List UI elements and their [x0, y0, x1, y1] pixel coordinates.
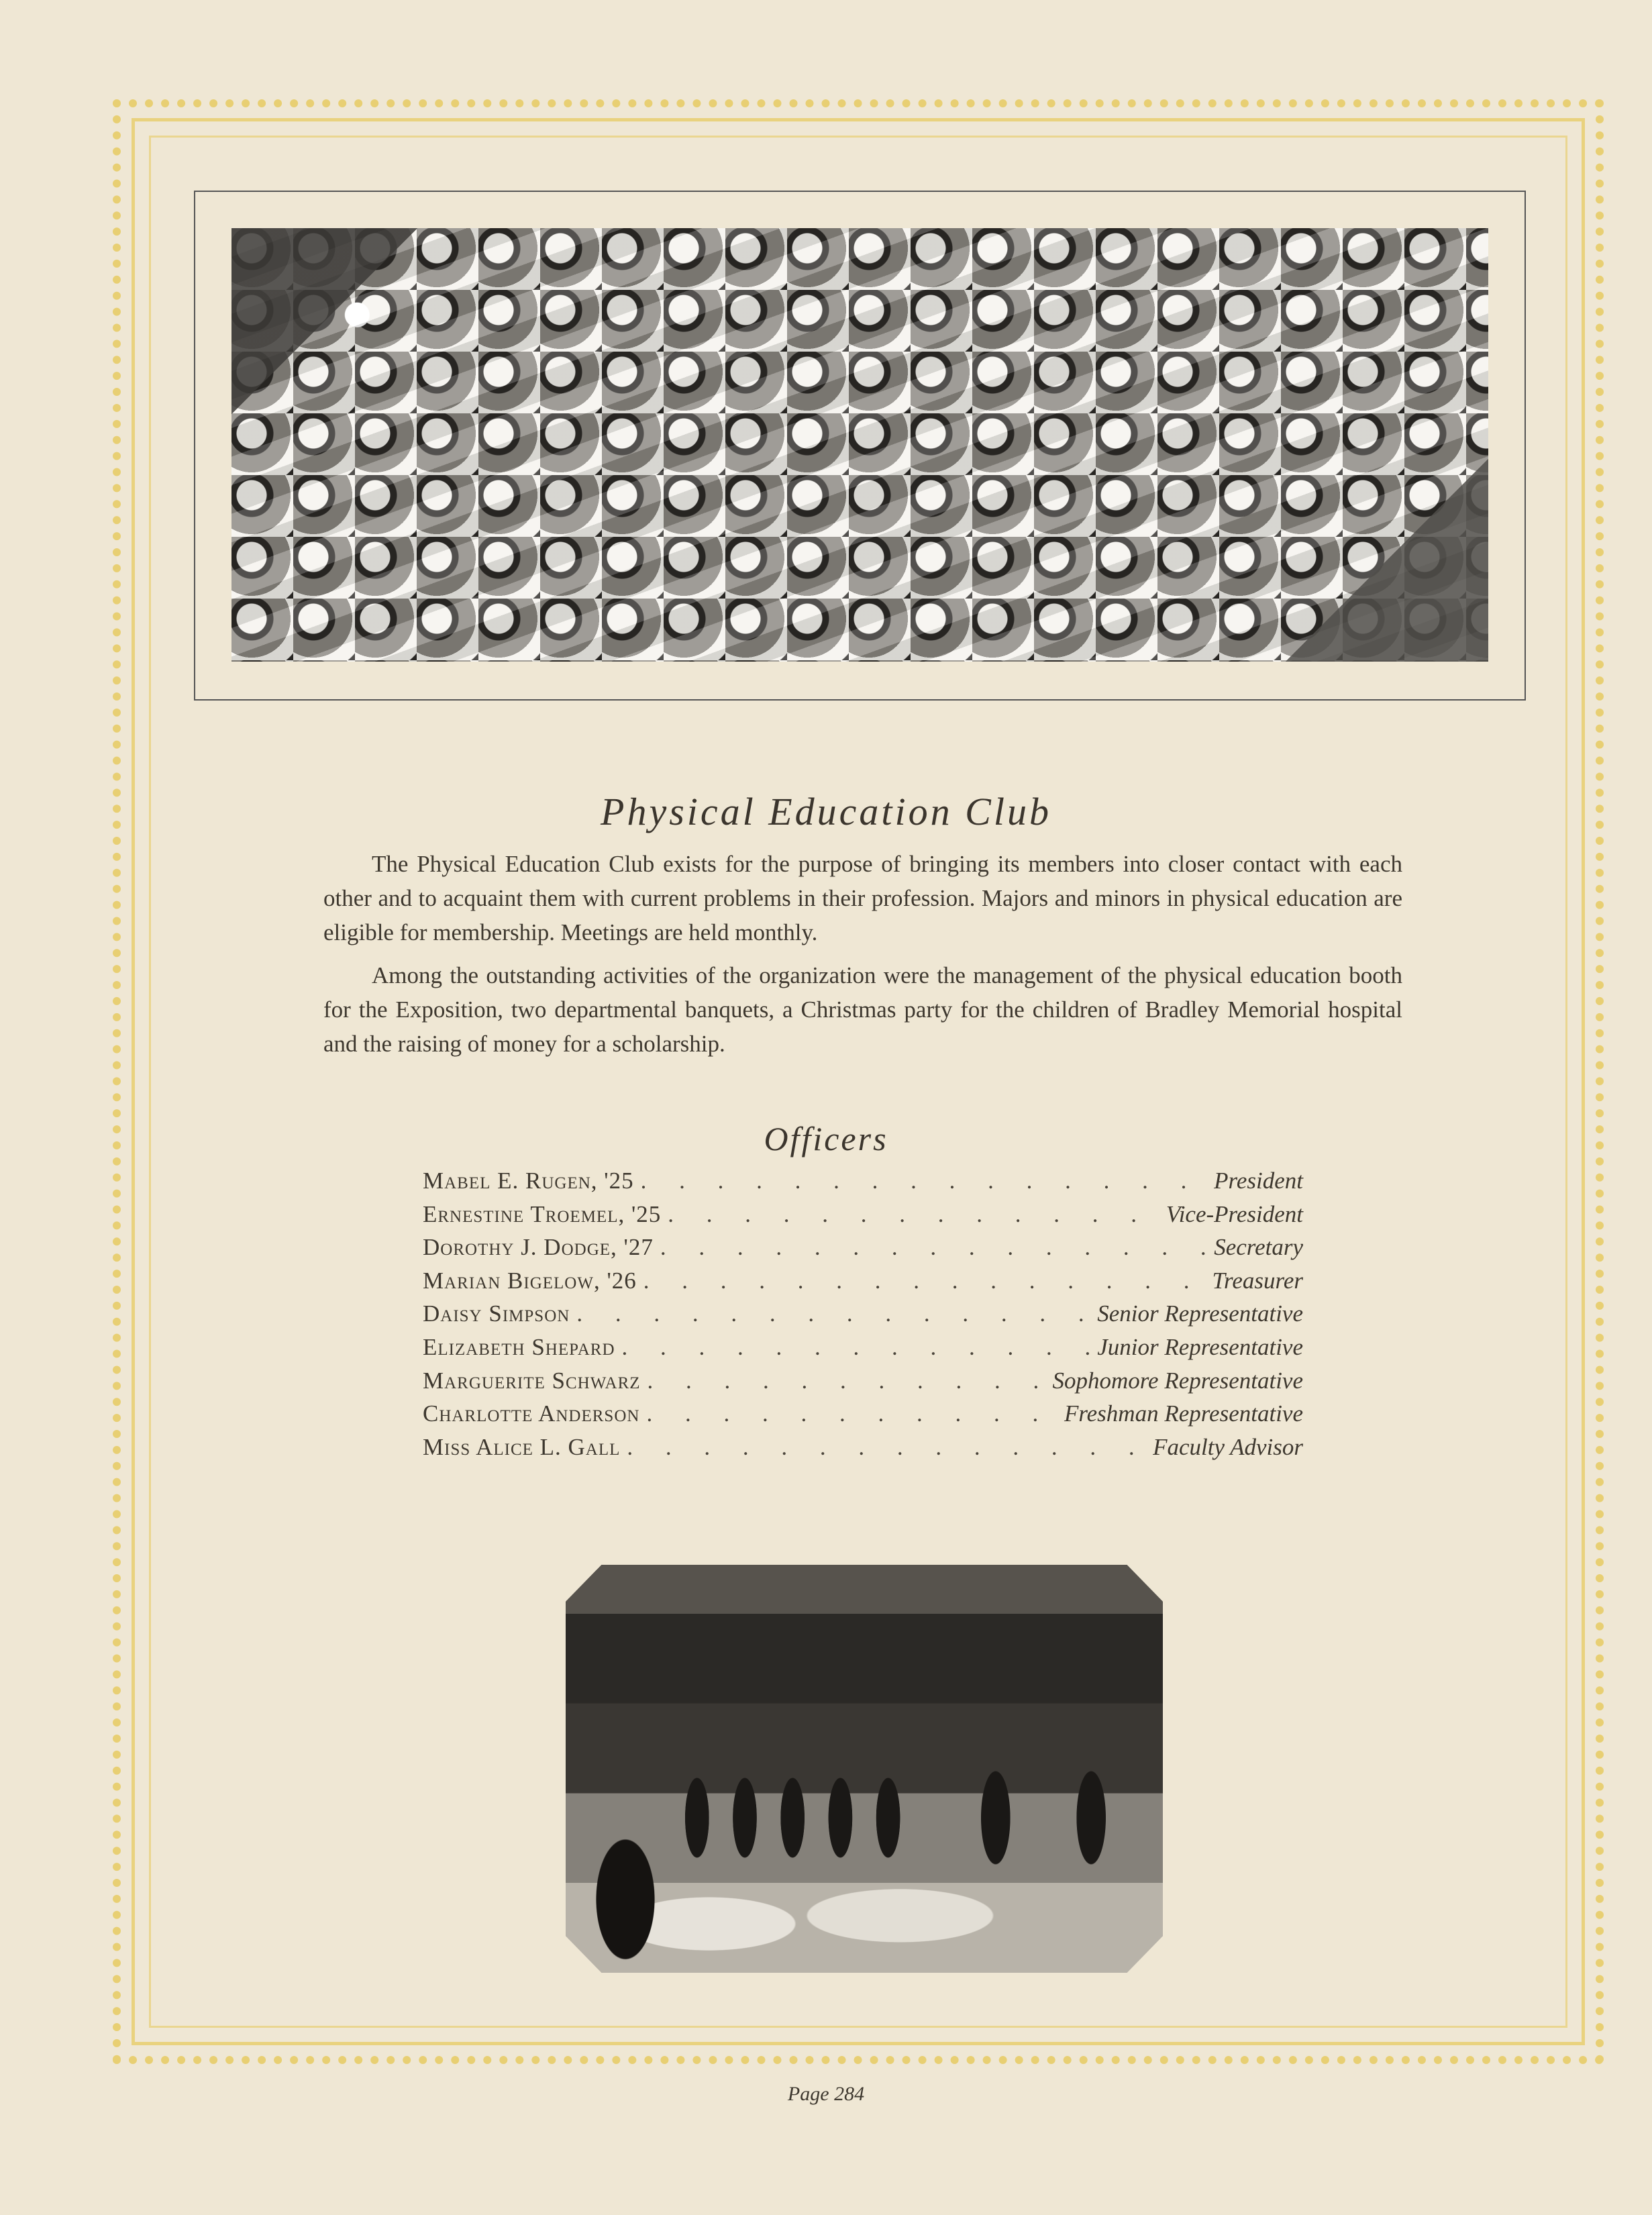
officer-row	[423, 1168, 1303, 1201]
officer-role: Freshman Representative	[1064, 1400, 1303, 1427]
officer-row	[423, 1368, 1303, 1401]
officer-role: Senior Representative	[1097, 1300, 1303, 1327]
officer-row	[423, 1334, 1303, 1368]
group-photo	[231, 228, 1488, 662]
officer-role: Junior Representative	[1097, 1333, 1303, 1360]
dot-leader	[646, 1400, 1057, 1427]
officer-name: Charlotte Anderson	[423, 1400, 640, 1427]
officers-list	[423, 1168, 1303, 1467]
officer-role: Secretary	[1214, 1234, 1303, 1261]
officer-row	[423, 1300, 1303, 1334]
officer-role: Treasurer	[1212, 1267, 1303, 1294]
officer-name: Ernestine Troemel, '25	[423, 1200, 662, 1227]
officer-row	[423, 1234, 1303, 1268]
officer-role: President	[1214, 1168, 1303, 1194]
page-number: Page 284	[787, 2083, 865, 2105]
officer-name: Marguerite Schwarz	[423, 1367, 641, 1394]
page-title: Physical Education Club	[601, 790, 1051, 833]
officer-role: Faculty Advisor	[1153, 1433, 1303, 1460]
officer-name: Miss Alice L. Gall	[423, 1433, 621, 1460]
officer-name: Dorothy J. Dodge, '27	[423, 1234, 654, 1261]
dot-leader	[668, 1201, 1159, 1228]
officer-row	[423, 1201, 1303, 1235]
dot-leader	[660, 1234, 1207, 1261]
officer-name: Elizabeth Shepard	[423, 1333, 615, 1360]
officer-row	[423, 1434, 1303, 1467]
officer-row	[423, 1400, 1303, 1434]
dot-leader	[627, 1434, 1146, 1461]
officer-name: Marian Bigelow, '26	[423, 1267, 637, 1294]
officers-heading: Officers	[764, 1120, 888, 1157]
gymnasium-photo	[566, 1565, 1163, 1973]
paragraph-description: The Physical Education Club exists for the purpose of bringing its members into closer contact with each other and to acquaint them with current problems in their profession. Majors and minors in physical education are eligible for membership. Meetings are held monthly.	[323, 851, 1402, 945]
officer-name: Daisy Simpson	[423, 1300, 570, 1327]
officer-row	[423, 1268, 1303, 1301]
dot-leader	[622, 1334, 1091, 1361]
officer-name: Mabel E. Rugen, '25	[423, 1168, 634, 1194]
dot-leader	[643, 1268, 1206, 1294]
officer-role: Vice-President	[1166, 1200, 1303, 1227]
dot-leader	[648, 1368, 1046, 1394]
officer-role: Sophomore Representative	[1052, 1367, 1303, 1394]
dot-leader	[641, 1168, 1208, 1194]
paragraph-activities: Among the outstanding activities of the organization were the management of the physical education booth for the Exposition, two departmental banquets, a Christmas party for the children of Bradley Memorial hospital and the raising of money for a scholarship.	[323, 962, 1402, 1057]
dot-leader	[576, 1300, 1090, 1327]
